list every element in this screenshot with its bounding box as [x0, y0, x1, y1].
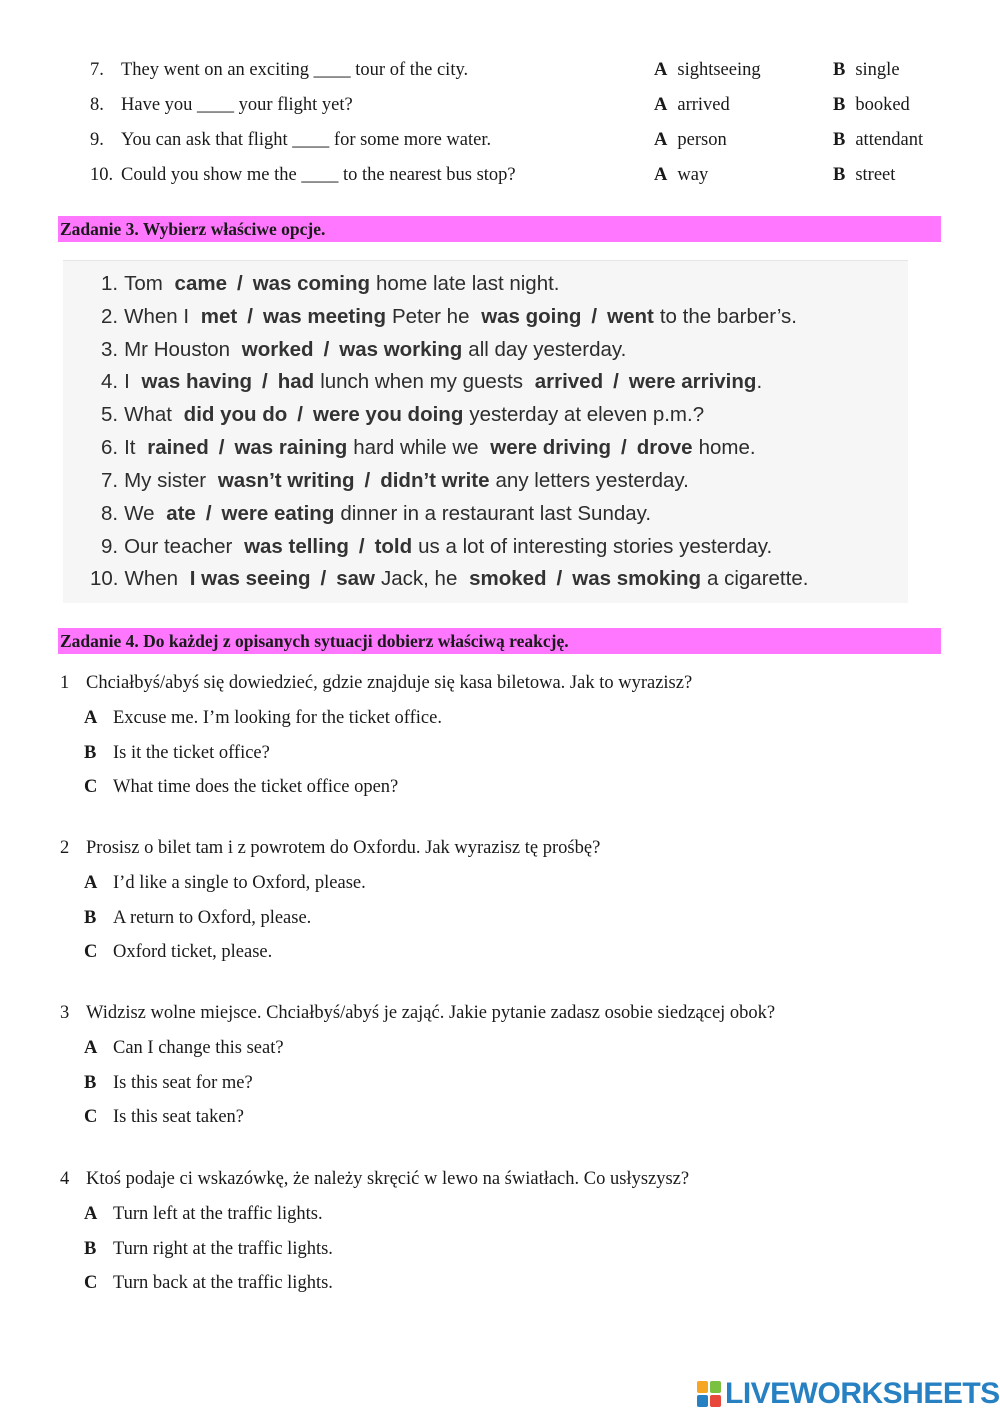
item-sentence: They went on an exciting ____ tour of the city. — [121, 60, 469, 80]
option-text: A return to Oxford, please. — [113, 907, 312, 928]
verb-option[interactable]: worked — [241, 338, 314, 361]
answer-option[interactable] — [84, 1273, 333, 1294]
option-b[interactable]: B attendant — [833, 130, 924, 150]
verb-option[interactable]: drove — [636, 436, 693, 459]
option-text: Can I change this seat? — [113, 1038, 284, 1058]
question-text: Ktoś podaje ci wskazówkę, że należy skręcić w lewo na światłach. Co usłyszysz? — [86, 1169, 690, 1189]
question-text: Chciałbyś/abyś się dowiedzieć, gdzie znajduje się kasa biletowa. Jak to wyrazisz? — [86, 673, 693, 693]
slash-separator: / — [613, 370, 619, 393]
slash-separator: / — [262, 370, 268, 393]
slash-separator: / — [297, 403, 303, 426]
question-number: 4 — [60, 1169, 70, 1189]
task2-row — [90, 165, 970, 193]
answer-option[interactable] — [84, 1239, 333, 1260]
option-text: Turn left at the traffic lights. — [113, 1204, 323, 1224]
option-letter: C — [84, 942, 98, 962]
question-text: Prosisz o bilet tam i z powrotem do Oxfordu. Jak wyrazisz tę prośbę? — [86, 838, 601, 858]
verb-option[interactable]: were arriving — [628, 370, 757, 393]
slash-separator: / — [323, 338, 330, 361]
option-letter: A — [84, 708, 98, 728]
sentence-text: to the barber’s. — [659, 305, 797, 328]
task3-row — [101, 338, 632, 368]
slash-separator: / — [358, 535, 365, 558]
item-number: 9. — [101, 535, 119, 558]
verb-option[interactable]: I was seeing — [189, 567, 311, 590]
sentence-text: When — [124, 567, 179, 590]
verb-option[interactable]: was telling — [244, 535, 349, 558]
option-letter: B — [84, 907, 97, 928]
option-b[interactable]: B single — [833, 60, 900, 80]
question-number: 3 — [60, 1003, 70, 1023]
task3-row — [101, 305, 803, 335]
option-letter: C — [84, 1273, 98, 1293]
item-number: 6. — [101, 436, 119, 459]
answer-option[interactable] — [84, 777, 398, 798]
sentence-text: home. — [698, 436, 756, 459]
verb-option[interactable]: did you do — [183, 403, 288, 426]
option-text: Excuse me. I’m looking for the ticket office. — [113, 708, 442, 728]
answer-option[interactable] — [84, 1107, 244, 1128]
verb-option[interactable]: was going — [481, 305, 582, 328]
verb-option[interactable]: was smoking — [572, 567, 701, 590]
question — [60, 838, 600, 859]
verb-option[interactable]: was having — [141, 370, 253, 393]
verb-option[interactable]: arrived — [534, 370, 604, 393]
task2-row — [90, 60, 970, 88]
sentence-text: lunch when my guests — [320, 370, 524, 393]
slash-separator: / — [247, 305, 253, 328]
option-text: Turn back at the traffic lights. — [113, 1273, 333, 1293]
verb-option[interactable]: ate — [166, 502, 196, 525]
sentence-text: Our teacher — [124, 535, 233, 558]
option-a[interactable]: A sightseeing — [654, 60, 761, 80]
answer-option[interactable] — [84, 908, 311, 929]
slash-separator: / — [556, 567, 563, 590]
verb-option[interactable]: met — [200, 305, 238, 328]
option-text: Is this seat taken? — [113, 1107, 244, 1127]
option-b[interactable]: B booked — [833, 95, 910, 115]
task3-row — [101, 535, 778, 565]
task4-header: Zadanie 4. Do każdej z opisanych sytuacji dobierz właściwą reakcję. — [58, 628, 941, 654]
item-sentence: You can ask that flight ____ for some more water. — [121, 130, 492, 150]
option-a[interactable]: A arrived — [654, 95, 730, 115]
answer-option[interactable] — [84, 1073, 253, 1094]
verb-option[interactable]: told — [374, 535, 413, 558]
option-a[interactable]: A way — [654, 165, 709, 185]
slash-separator: / — [320, 567, 327, 590]
question — [60, 673, 692, 694]
sentence-text: When I — [124, 305, 190, 328]
slash-separator: / — [591, 305, 598, 328]
question-number: 2 — [60, 838, 70, 858]
verb-option[interactable]: wasn’t writing — [217, 469, 355, 492]
verb-option[interactable]: was coming — [252, 272, 371, 295]
slash-separator: / — [621, 436, 627, 459]
liveworksheets-logo[interactable] — [697, 1377, 1000, 1411]
task3-row — [90, 567, 814, 597]
item-sentence: Have you ____ your flight yet? — [121, 95, 353, 115]
sentence-text: all day yesterday. — [468, 338, 627, 361]
task3-row — [101, 436, 762, 466]
answer-option[interactable] — [84, 743, 270, 764]
task3-header: Zadanie 3. Wybierz właściwe opcje. — [58, 216, 941, 242]
item-number: 1. — [101, 272, 119, 295]
sentence-text: yesterday at eleven p.m.? — [469, 403, 705, 426]
sentence-text: hard while we — [353, 436, 479, 459]
verb-option[interactable]: were you doing — [313, 403, 464, 426]
task3-row — [101, 469, 695, 499]
question — [60, 1169, 689, 1190]
option-letter: A — [84, 873, 98, 893]
option-text: I’d like a single to Oxford, please. — [113, 873, 366, 893]
sentence-text: dinner in a restaurant last Sunday. — [340, 502, 652, 525]
verb-option[interactable]: smoked — [469, 567, 547, 590]
sentence-text: It — [124, 436, 136, 459]
item-number: 9. — [90, 130, 104, 150]
option-text: Turn right at the traffic lights. — [113, 1238, 333, 1259]
answer-option[interactable] — [84, 1204, 323, 1225]
slash-separator: / — [205, 502, 212, 525]
verb-option[interactable]: went — [607, 305, 654, 328]
answer-option[interactable] — [84, 708, 442, 729]
option-letter: A — [84, 1204, 98, 1224]
task3-row — [101, 403, 710, 433]
item-number: 4. — [101, 370, 119, 393]
option-a[interactable]: A person — [654, 130, 727, 150]
question-text: Widzisz wolne miejsce. Chciałbyś/abyś je zająć. Jakie pytanie zadasz osobie siedzącej obok? — [86, 1003, 776, 1023]
item-sentence: Could you show me the ____ to the nearest bus stop? — [121, 165, 516, 185]
question-number: 1 — [60, 673, 70, 693]
item-number: 10. — [90, 165, 114, 185]
sentence-text: . — [756, 370, 763, 393]
verb-option[interactable]: saw — [336, 567, 375, 590]
option-b[interactable]: B street — [833, 165, 896, 185]
sentence-text: Mr Houston — [124, 338, 231, 361]
option-letter: B — [84, 1072, 97, 1093]
sentence-text: us a lot of interesting stories yesterday. — [418, 535, 773, 558]
option-text: What time does the ticket office open? — [113, 777, 399, 797]
verb-option[interactable]: were driving — [490, 436, 612, 459]
sentence-text: Jack, he — [381, 567, 458, 590]
logo-text: LIVEWORKSHEETS — [725, 1377, 1000, 1410]
option-text: Is this seat for me? — [113, 1072, 253, 1093]
sentence-text: a cigarette. — [707, 567, 809, 590]
option-text: Oxford ticket, please. — [113, 942, 273, 962]
question — [60, 1003, 775, 1024]
sentence-text: Peter he — [391, 305, 470, 328]
slash-separator: / — [364, 469, 371, 492]
task3-row — [101, 370, 762, 400]
sentence-text: any letters yesterday. — [495, 469, 689, 492]
verb-option[interactable]: came — [174, 272, 227, 295]
option-letter: C — [84, 777, 98, 797]
answer-option[interactable] — [84, 873, 366, 894]
logo-mark-icon — [697, 1381, 721, 1407]
task3-row — [101, 272, 566, 302]
option-letter: A — [84, 1038, 98, 1058]
slash-separator: / — [218, 436, 225, 459]
sentence-text: My sister — [124, 469, 207, 492]
option-letter: C — [84, 1107, 98, 1127]
item-number: 8. — [90, 95, 104, 115]
item-number: 2. — [101, 305, 119, 328]
verb-option[interactable]: didn’t write — [380, 469, 490, 492]
sentence-text: What — [124, 403, 172, 426]
item-number: 3. — [101, 338, 119, 361]
task2-row — [90, 130, 970, 158]
answer-option[interactable] — [84, 1038, 284, 1059]
verb-option[interactable]: had — [277, 370, 315, 393]
option-letter: B — [84, 742, 97, 763]
sentence-text: I — [124, 370, 130, 393]
item-number: 7. — [101, 469, 119, 492]
sentence-text: We — [124, 502, 155, 525]
item-number: 10. — [90, 567, 119, 590]
verb-option[interactable]: was meeting — [262, 305, 386, 328]
item-number: 5. — [101, 403, 119, 426]
item-number: 8. — [101, 502, 119, 525]
verb-option[interactable]: rained — [147, 436, 209, 459]
task2-row — [90, 95, 970, 123]
answer-option[interactable] — [84, 942, 272, 963]
task3-row — [101, 502, 657, 532]
verb-option[interactable]: was working — [339, 338, 463, 361]
item-number: 7. — [90, 60, 104, 80]
option-text: Is it the ticket office? — [113, 742, 270, 763]
option-letter: B — [84, 1238, 97, 1259]
verb-option[interactable]: were eating — [221, 502, 335, 525]
verb-option[interactable]: was raining — [234, 436, 348, 459]
sentence-text: home late last night. — [376, 272, 560, 295]
sentence-text: Tom — [124, 272, 163, 295]
slash-separator: / — [236, 272, 243, 295]
